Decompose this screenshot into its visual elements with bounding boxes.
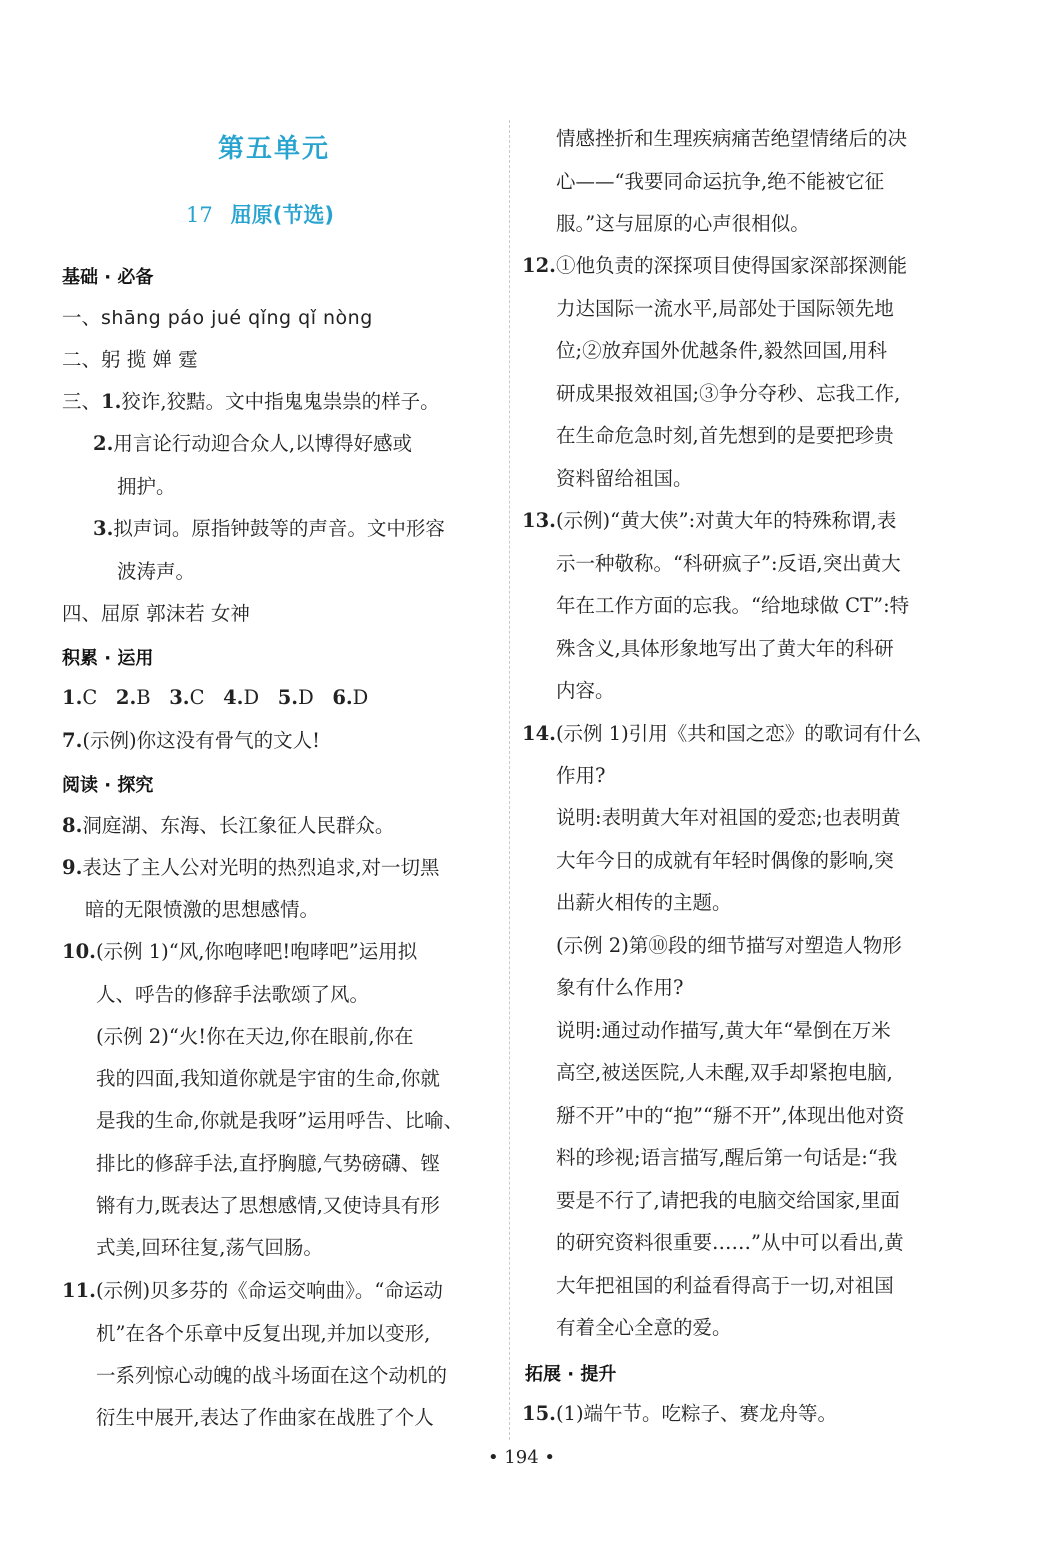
answer-7	[62, 727, 320, 755]
answer-12-text-c: 位;②放弃国外优越条件,毅然回国,用科	[556, 339, 887, 362]
answer-9-number: 9.	[62, 856, 83, 879]
answer-10	[62, 938, 417, 966]
choice-1-number: 1.	[62, 686, 83, 709]
choice-6-answer: D	[352, 686, 369, 709]
answer-13-text-b: 示一种敬称。“科研疯子”:反语,突出黄大	[556, 552, 901, 575]
answer-11-text-b: 机”在各个乐章中反复出现,并加以变形,	[96, 1322, 431, 1345]
answer-1-pinyin: shāng páo jué qǐng qǐ nòng	[101, 307, 373, 329]
answer-3-1-number: 1.	[101, 390, 122, 413]
choice-5-answer: D	[298, 686, 314, 709]
answer-12-number: 12.	[522, 254, 556, 277]
lesson-title	[186, 199, 334, 229]
answer-3-prefix: 三、	[62, 390, 102, 413]
answer-11-number: 11.	[62, 1279, 96, 1302]
answer-14-text-b: 作用?	[556, 764, 606, 787]
choice-6-number: 6.	[332, 686, 353, 709]
answer-14-number: 14.	[522, 722, 556, 745]
answer-1	[62, 304, 373, 332]
answer-11-text-a: (示例)贝多芬的《命运交响曲》。“命运动	[95, 1279, 443, 1302]
answer-14-text-h: 说明:通过动作描写,黄大年“晕倒在万米	[556, 1019, 891, 1042]
lesson-name: 屈原(节选)	[230, 203, 334, 227]
answer-3-3	[93, 515, 445, 543]
answer-8	[62, 812, 394, 840]
answer-7-number: 7.	[62, 729, 83, 752]
section-heading-accumulate: 积累 · 运用	[62, 648, 154, 669]
page-number: • 194 •	[487, 1447, 556, 1468]
answer-14-text-j: 掰不开”中的“抱”“掰不开”,体现出他对资	[556, 1104, 905, 1127]
answer-3-1	[62, 388, 440, 416]
answer-9-text-b: 暗的无限愤激的思想感情。	[85, 898, 320, 921]
answer-14-text-c: 说明:表明黄大年对祖国的爱恋;也表明黄	[556, 806, 901, 829]
answer-14-text-g: 象有什么作用?	[556, 976, 684, 999]
answer-10-text-e: 是我的生命,你就是我呀”运用呼告、比喻、	[96, 1109, 464, 1132]
answer-3-2-text-a: 用言论行动迎合众人,以博得好感或	[113, 432, 413, 455]
section-heading-extend: 拓展 · 提升	[525, 1364, 617, 1385]
choice-2-number: 2.	[115, 686, 137, 709]
section-heading-basic: 基础 · 必备	[62, 267, 154, 288]
answer-14-text-o: 有着全心全意的爱。	[556, 1316, 732, 1339]
choice-3-answer: C	[189, 686, 205, 709]
answer-13-number: 13.	[522, 509, 556, 532]
answer-1-prefix: 一、	[62, 306, 102, 329]
answer-9	[62, 854, 440, 882]
answer-10-number: 10.	[62, 940, 96, 963]
answer-3-2-text-b: 拥护。	[117, 475, 176, 498]
answer-10-text-b: 人、呼告的修辞手法歌颂了风。	[96, 983, 370, 1006]
answer-12-text-b: 力达国际一流水平,局部处于国际领先地	[556, 297, 894, 320]
section-heading-reading: 阅读 · 探究	[62, 775, 154, 796]
answer-13	[522, 507, 896, 535]
answer-2: 二、躬 揽 婵 霆	[62, 348, 198, 371]
answer-13-text-a: (示例)“黄大侠”:对黄大年的特殊称谓,表	[555, 509, 897, 532]
answer-10-text-h: 式美,回环往复,荡气回肠。	[96, 1236, 323, 1259]
answer-14-text-k: 料的珍视;语言描写,醒后第一句话是:“我	[556, 1146, 898, 1169]
answer-3-2-number: 2.	[93, 432, 114, 455]
answer-10-text-a: (示例 1)“风,你咆哮吧!咆哮吧”运用拟	[95, 940, 418, 963]
answer-12	[522, 252, 907, 280]
answer-15	[522, 1400, 837, 1428]
answer-11-text-e: 情感挫折和生理疾病痛苦绝望情绪后的决	[556, 127, 908, 150]
answer-15-number: 15.	[522, 1402, 556, 1425]
answer-12-text-f: 资料留给祖国。	[556, 467, 693, 490]
answer-15-text: (1)端午节。吃粽子、赛龙舟等。	[555, 1402, 838, 1425]
choice-1-answer: C	[82, 686, 98, 709]
lesson-number: 17	[186, 203, 213, 227]
answer-3-3-number: 3.	[93, 517, 114, 540]
answer-10-text-d: 我的四面,我知道你就是宇宙的生命,你就	[96, 1067, 440, 1090]
answer-14-text-f: (示例 2)第⑩段的细节描写对塑造人物形	[556, 934, 902, 957]
answer-13-text-c: 年在工作方面的忘我。“给地球做 CT”:特	[556, 594, 910, 617]
answer-12-text-a: ①他负责的深探项目使得国家深部探测能	[555, 254, 907, 277]
answer-12-text-e: 在生命危急时刻,首先想到的是要把珍贵	[556, 424, 894, 447]
answer-10-text-g: 锵有力,既表达了思想感情,又使诗具有形	[96, 1194, 440, 1217]
answer-14-text-a: (示例 1)引用《共和国之恋》的歌词有什么	[555, 722, 922, 745]
column-divider	[509, 120, 510, 1440]
answer-10-text-f: 排比的修辞手法,直抒胸臆,气势磅礴、铿	[96, 1152, 440, 1175]
answer-3-2	[93, 430, 412, 458]
answer-11	[62, 1277, 443, 1305]
answer-12-text-d: 研成果报效祖国;③争分夺秒、忘我工作,	[556, 382, 901, 405]
choice-3-number: 3.	[169, 686, 190, 709]
answer-3-3-text-a: 拟声词。原指钟鼓等的声音。文中形容	[113, 517, 445, 540]
answer-10-text-c: (示例 2)“火!你在天边,你在眼前,你在	[96, 1025, 414, 1048]
answer-3-3-text-b: 波涛声。	[117, 560, 196, 583]
answer-14	[522, 720, 921, 748]
answer-8-text: 洞庭湖、东海、长江象征人民群众。	[82, 814, 395, 837]
answer-14-text-d: 大年今日的成就有年轻时偶像的影响,突	[556, 849, 894, 872]
choice-2-answer: B	[136, 686, 151, 709]
answer-14-text-m: 的研究资料很重要……”从中可以看出,黄	[556, 1231, 904, 1254]
answer-11-text-c: 一系列惊心动魄的战斗场面在这个动机的	[96, 1364, 448, 1387]
answer-11-text-f: 心——“我要同命运抗争,绝不能被它征	[556, 170, 885, 193]
answer-14-text-n: 大年把祖国的利益看得高于一切,对祖国	[556, 1274, 894, 1297]
answer-4: 四、屈原 郭沫若 女神	[62, 602, 250, 625]
unit-title: 第五单元	[218, 134, 331, 164]
answer-9-text-a: 表达了主人公对光明的热烈追求,对一切黑	[82, 856, 440, 879]
choice-4-number: 4.	[223, 686, 244, 709]
answer-3-1-text: 狡诈,狡黠。文中指鬼鬼祟祟的样子。	[121, 390, 440, 413]
answer-14-text-e: 出薪火相传的主题。	[556, 891, 732, 914]
choice-4-answer: D	[243, 686, 260, 709]
answer-11-text-d: 衍生中展开,表达了作曲家在战胜了个人	[96, 1406, 434, 1429]
answer-7-text: (示例)你这没有骨气的文人!	[82, 729, 320, 752]
answer-8-number: 8.	[62, 814, 83, 837]
answer-13-text-d: 殊含义,具体形象地写出了黄大年的科研	[556, 637, 894, 660]
choice-answers	[62, 684, 368, 712]
answer-13-text-e: 内容。	[556, 679, 615, 702]
answer-14-text-l: 要是不行了,请把我的电脑交给国家,里面	[556, 1189, 900, 1212]
answer-14-text-i: 高空,被送医院,人未醒,双手却紧抱电脑,	[556, 1061, 893, 1084]
answer-11-text-g: 服。”这与屈原的心声很相似。	[556, 212, 810, 235]
choice-5-number: 5.	[277, 686, 299, 709]
